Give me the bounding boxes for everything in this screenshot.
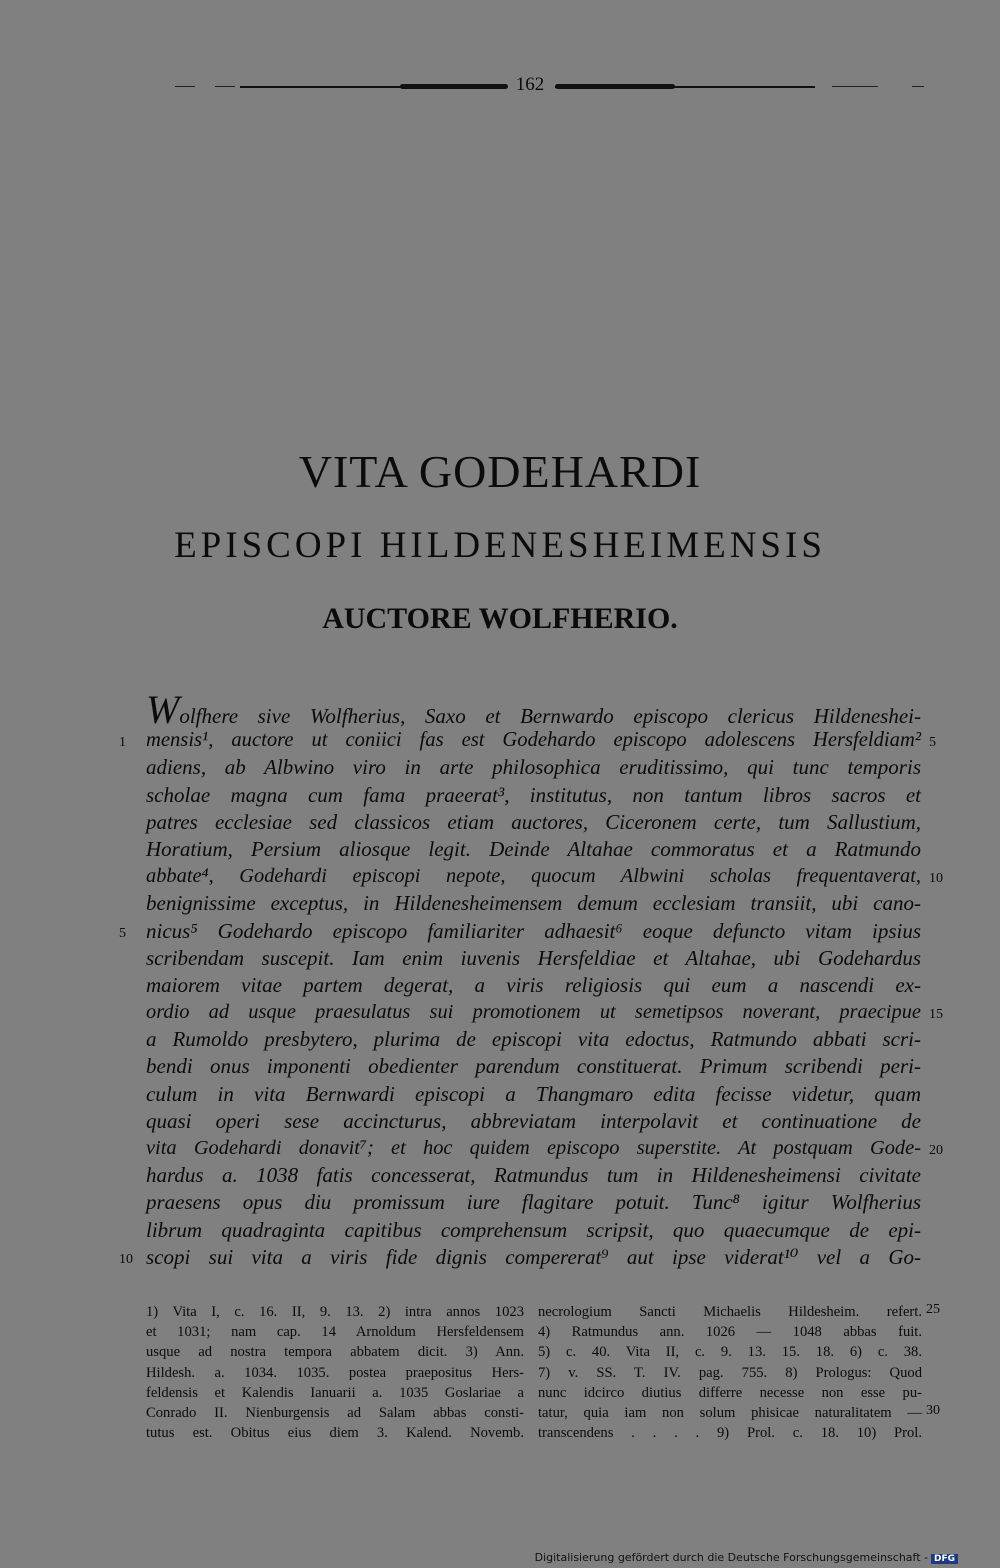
footnote-line: nunc idcirco diutius differre necesse non esse pu- <box>538 1384 922 1401</box>
line-text: benignissime exceptus, in Hildenesheimensem demum ecclesiam transiit, ubi cano- <box>146 891 921 916</box>
footnote-line: 1) Vita I, c. 16. II, 9. 13. 2) intra annos 1023 <box>146 1304 524 1320</box>
footnote-line: transcendens . . . . 9) Prol. c. 18. 10) Prol. <box>538 1425 922 1442</box>
line-number-right: 5 <box>929 735 936 751</box>
header-rule <box>555 84 675 89</box>
footnote-line: Conrado II. Nienburgensis ad Salam abbas consti- <box>146 1404 524 1421</box>
text-line <box>119 727 936 754</box>
line-text: abbate⁴, Godehardi episcopi nepote, quocum Albwini scholas frequentaverat, <box>146 865 921 888</box>
text-line <box>146 1053 921 1080</box>
line-text: olfhere sive Wolfherius, Saxo et Bernwardo episcopo clericus Hildeneshei- <box>179 704 921 728</box>
line-number-left: 10 <box>119 1251 133 1267</box>
footnote-line: 4) Ratmundus ann. 1026 — 1048 abbas fuit. <box>538 1324 922 1341</box>
text-line <box>146 754 921 781</box>
text-line <box>146 999 943 1026</box>
main-text <box>119 687 943 1271</box>
line-text: quasi operi sese accincturus, abbreviatam interpolavit et continuatione de <box>146 1108 921 1133</box>
text-line <box>146 863 943 890</box>
line-text: Horatium, Persium aliosque legit. Deinde Altahae commoratus et a Ratmundo <box>146 836 921 861</box>
page-header <box>0 72 1000 102</box>
text-line <box>146 1108 921 1135</box>
line-text: scribendam suscepit. Iam enim iuvenis Hersfeldiae et Altahae, ubi Godehardus <box>146 945 921 970</box>
footnote-line: tutus est. Obitus eius diem 3. Kalend. Novemb. <box>146 1425 524 1442</box>
footnote-line: necrologium Sancti Michaelis Hildesheim. refert. <box>538 1304 922 1320</box>
text-line <box>146 782 921 809</box>
line-number-left: 1 <box>119 735 126 751</box>
text-line <box>146 1162 921 1189</box>
text-line <box>146 1135 943 1162</box>
line-text: maiorem vitae partem degerat, a viris religiosis qui eum a nascendi ex- <box>146 972 921 997</box>
line-number-left: 5 <box>119 925 126 941</box>
line-text: patres ecclesiae sed classicos etiam auctores, Ciceronem certe, tum Sallustium, <box>146 809 921 834</box>
drop-cap: W <box>146 687 180 732</box>
footnote-line: et 1031; nam cap. 14 Arnoldum Hersfeldensem <box>146 1324 524 1341</box>
footnotes-right-column <box>538 1302 922 1443</box>
line-text: ordio ad usque praesulatus sui promotionem ut semetipsos noverant, praecipue <box>146 1001 921 1024</box>
footnote-line-number: 30 <box>926 1403 940 1418</box>
text-line <box>146 1189 921 1216</box>
header-rule <box>912 86 924 87</box>
credit-text: Digitalisierung gefördert durch die Deutsche Forschungsgemeinschaft - <box>534 1551 928 1564</box>
header-rule <box>175 86 195 87</box>
text-line <box>146 1026 921 1053</box>
text-line <box>146 687 921 732</box>
title-main: VITA GODEHARDI <box>298 446 702 497</box>
text-line <box>119 1244 921 1271</box>
line-text: adiens, ab Albwino viro in arte philosophica eruditissimo, qui tunc temporis <box>146 755 921 780</box>
header-rule <box>832 86 878 87</box>
header-rule <box>215 86 235 87</box>
title-sub: EPISCOPI HILDENESHEIMENSIS <box>174 525 826 566</box>
text-line <box>146 972 921 999</box>
footnote-line: tatur, quia iam non solum phisicae naturalitatem — <box>538 1404 922 1421</box>
dfg-logo: DFG <box>931 1554 958 1564</box>
line-number-right: 15 <box>929 1007 943 1023</box>
text-line <box>146 809 921 836</box>
line-text: mensis¹, auctore ut coniici fas est Godehardo episcopo adolescens Hersfeldiam² <box>146 729 921 752</box>
line-text: bendi onus imponenti obedienter parendum constituerat. Primum scribendi peri- <box>146 1054 921 1079</box>
header-rule <box>400 84 508 89</box>
line-number-right: 20 <box>929 1143 943 1158</box>
line-text: a Rumoldo presbytero, plurima de episcopi vita edoctus, Ratmundo abbati scri- <box>146 1027 921 1052</box>
line-text: nicus⁵ Godehardo episcopo familiariter adhaesit⁶ eoque defuncto vitam ipsius <box>146 918 921 943</box>
text-line <box>146 1217 921 1244</box>
line-number-right: 10 <box>929 871 943 887</box>
line-text: scopi sui vita a viris fide dignis compererat⁹ aut ipse viderat¹⁰ vel a Go- <box>146 1244 921 1269</box>
line-text: vita Godehardi donavit⁷; et hoc quidem episcopo superstite. At postquam Gode- <box>146 1137 921 1159</box>
text-line <box>146 836 921 863</box>
footnote-line: feldensis et Kalendis Ianuarii a. 1035 Goslariae a <box>146 1384 524 1401</box>
footnote-line: 7) v. SS. T. IV. pag. 755. 8) Prologus: Quod <box>538 1364 922 1381</box>
line-text: culum in vita Bernwardi episcopi a Thangmaro edita fecisse videtur, quam <box>146 1081 921 1106</box>
text-line <box>146 1081 921 1108</box>
line-text: hardus a. 1038 fatis concesserat, Ratmundus tum in Hildenesheimensi civitate <box>146 1163 921 1188</box>
text-line <box>146 945 921 972</box>
text-line <box>119 918 921 945</box>
line-text: librum quadraginta capitibus comprehensum scripsit, quo quaecumque de epi- <box>146 1217 921 1242</box>
title-author: AUCTORE WOLFHERIO. <box>322 602 678 635</box>
text-line <box>146 890 921 917</box>
page-number: 162 <box>515 74 545 95</box>
footnote-line: 5) c. 40. Vita II, c. 9. 13. 15. 18. 6) c. 38. <box>538 1344 922 1361</box>
line-text: scholae magna cum fama praeerat³, institutus, non tantum libros sacros et <box>146 782 921 807</box>
footnote-line-number: 25 <box>926 1302 940 1317</box>
footnote-line: Hildesh. a. 1034. 1035. postea praepositus Hers- <box>146 1364 524 1381</box>
footnote-line: usque ad nostra tempora abbatem dicit. 3) Ann. <box>146 1344 524 1361</box>
footnotes-left-column <box>146 1302 524 1443</box>
line-text: praesens opus diu promissum iure flagitare potuit. Tunc⁸ igitur Wolfherius <box>146 1190 921 1215</box>
digitization-credit <box>535 1551 958 1564</box>
